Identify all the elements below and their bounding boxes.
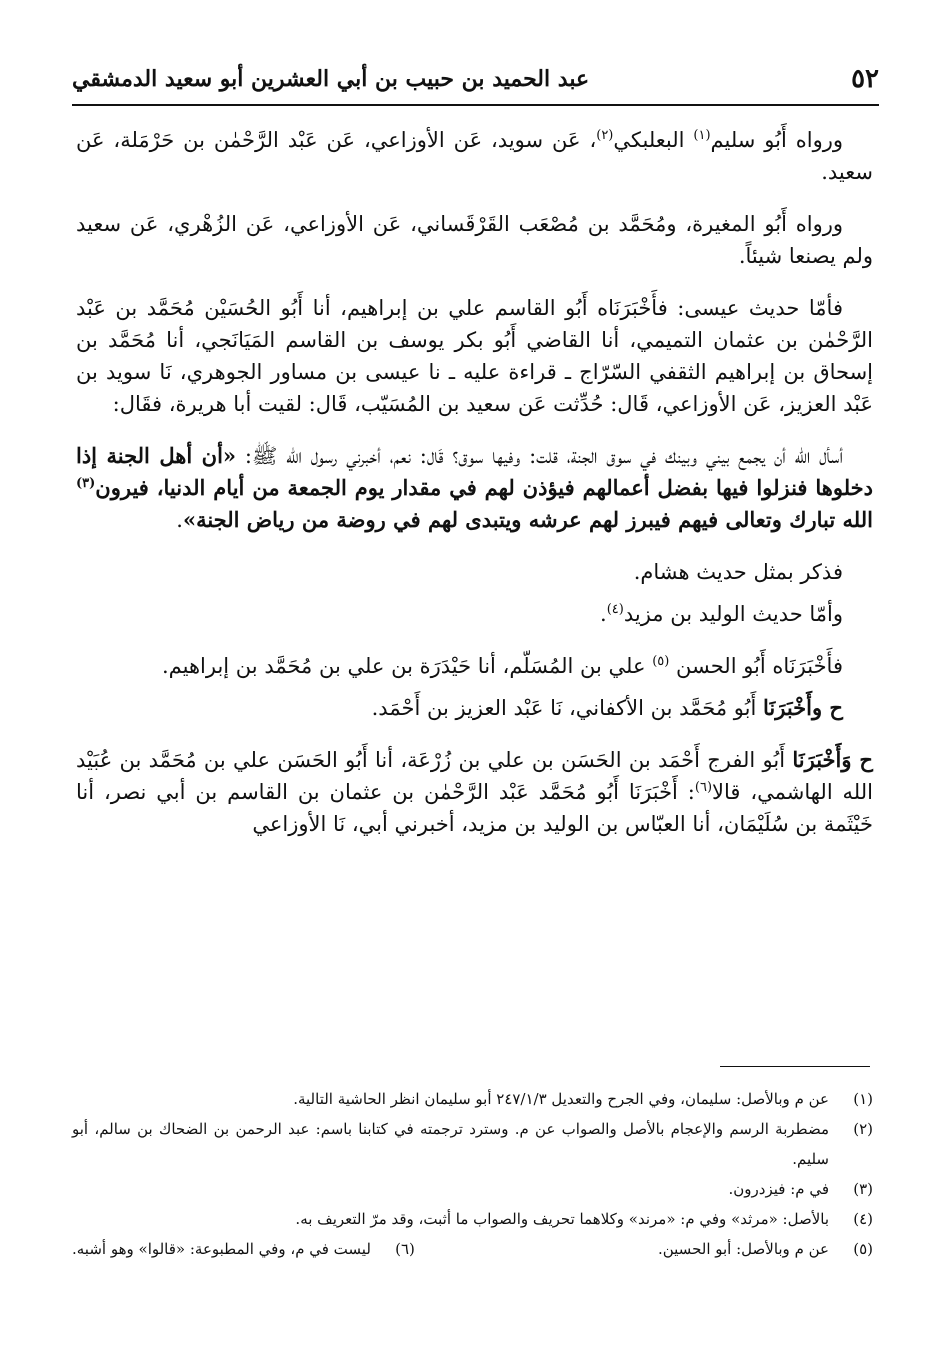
- footnote-ref-5: (٥): [652, 654, 670, 669]
- footnote-number: (٢): [853, 1120, 873, 1138]
- running-header: [72, 60, 879, 96]
- paragraph-3: فأمّا حديث عيسى: فأَخْبَرَنَاه أَبُو القاسم علي بن إبراهيم، أنا أَبُو الحُسَيْن مُحَمَّد بن عَبْد الرَّحْمٰن بن عثمان التميمي، أنا القاضي أَبُو بكر يوسف بن القاسم المَيَانَجي، أنا مُحَمَّد بن إسحاق بن إبراهيم الثقفي السّرّاج ـ قراءة عليه ـ نا عيسى بن مساور الجوهري، نَا سويد بن عَبْد العزيز، عَن الأوزاعي، قَال: حُدِّثت عَن سعيد بن المُسَيّب، قَال: لقيت أبا هريرة، فقَال:: [76, 296, 873, 416]
- text-run: «أن أهل الجنة إذا دخلوها فنزلوا فيها بفضل أعمالهم فيؤذن لهم في مقدار يوم الجمعة من أيام الدنيا، فيرون: [76, 443, 873, 500]
- text-run: .: [600, 602, 607, 626]
- paragraph-9: [76, 744, 873, 840]
- paragraph-1: [76, 124, 873, 188]
- text-run: أسأل الله أن يجمع بيني وبينك في سوق الجنة، قلت: وفيها سوق؟ قَال: نعم، أخبرني رسول الله ﷺ:: [236, 444, 843, 468]
- text-run: وأمّا حديث الوليد بن مزيد: [623, 602, 843, 626]
- footnote-ref-6: (٦): [694, 780, 713, 795]
- footnote-ref-2: (٢): [596, 128, 614, 143]
- footnote-text: في م: فيزدرون.: [728, 1180, 829, 1198]
- footnote-number: (٤): [853, 1210, 873, 1228]
- text-run: وأَخْبَرَنَا: [763, 695, 823, 720]
- text-run: أَبُو الفرج أَحْمَد بن الحَسَن بن علي بن زُرْعَة، أنا أَبُو الحَسَن علي بن مُحَمَّد بن عُبَيْد الله الهاشمي، قالا: [76, 748, 873, 804]
- header-divider: [72, 104, 879, 106]
- footnote-ref-3: (٣): [76, 476, 96, 491]
- text-run: ورواه أَبُو سليم: [710, 128, 844, 152]
- footnote: [658, 1234, 873, 1264]
- footnote: [72, 1174, 873, 1204]
- text-run: ح: [851, 747, 873, 772]
- paragraph-6: [76, 598, 873, 630]
- footnote-number: (١): [853, 1090, 873, 1108]
- text-run: ، عَن سويد، عَن الأوزاعي، عَن عَبْد الرَّحْمٰن بن حَرْمَلة، عَن سعيد.: [76, 128, 873, 184]
- page-number: ٥٢: [851, 64, 879, 94]
- paragraph-7: [76, 650, 873, 682]
- text-run: ح: [822, 695, 843, 720]
- footnotes: [72, 1084, 873, 1264]
- footnote-text: مضطربة الرسم والإعجام بالأصل والصواب عن م. وسترد ترجمته في كتابنا باسم: عبد الرحمن بن الضحاك بن سالم، أبو سليم.: [72, 1120, 829, 1168]
- footnote-text: ليست في م، وفي المطبوعة: «قالوا» وهو أشبه.: [72, 1240, 371, 1258]
- footnote-number: (٣): [853, 1180, 873, 1198]
- footnote-number: (٦): [395, 1240, 415, 1258]
- paragraph-4: [76, 440, 873, 536]
- footnote: [72, 1114, 873, 1174]
- footnote-ref-1: (١): [693, 128, 711, 143]
- text-run: أَبُو مُحَمَّد بن الأكفاني، نَا عَبْد العزيز بن أَحْمَد.: [371, 696, 763, 720]
- text-run: الله تبارك وتعالى فيهم فيبرز لهم عرشه ويتبدى لهم في روضة من رياض الجنة»: [182, 507, 873, 532]
- paragraph-8: [76, 692, 873, 724]
- text-run: علي بن المُسَلّم، أنا حَيْدَرَة بن علي بن مُحَمَّد بن إبراهيم.: [161, 654, 653, 678]
- text-run: .: [176, 508, 183, 532]
- footnote-row: [72, 1234, 873, 1264]
- text-run: فأَخْبَرَنَاه أَبُو الحسن: [669, 654, 843, 678]
- footnote-number: (٥): [853, 1240, 873, 1258]
- header-title: عبد الحميد بن حبيب بن أبي العشرين أبو سعيد الدمشقي: [72, 66, 590, 92]
- footnote: [72, 1234, 415, 1264]
- main-text: [76, 124, 873, 860]
- footnote: [72, 1204, 873, 1234]
- text-run: وَأَخْبَرَنَا: [792, 747, 852, 772]
- text-run: : أَخْبَرَنَا أَبُو مُحَمَّد عَبْد الرَّحْمٰن بن عثمان بن القاسم بن أبي نصر، أنا خَيْثَمة بن سُلَيْمَان، أنا العبّاس بن الوليد بن مزيد، أخبرني أبي، نَا الأوزاعي: [76, 780, 873, 836]
- paragraph-2: ورواه أَبُو المغيرة، ومُحَمَّد بن مُصْعَب القَرْقَساني، عَن الأوزاعي، عَن الزُهْري، عَن سعيد ولم يصنعا شيئاً.: [76, 212, 873, 268]
- footnote-ref-4: (٤): [606, 602, 624, 617]
- footnote-divider: [720, 1066, 870, 1067]
- paragraph-5: فذكر بمثل حديث هشام.: [633, 560, 843, 584]
- footnote-text: بالأصل: «مرثد» وفي م: «مرند» وكلاهما تحريف والصواب ما أثبت، وقد مرّ التعريف به.: [295, 1210, 829, 1228]
- footnote: [72, 1084, 873, 1114]
- footnote-text: عن م وبالأصل: أبو الحسين.: [657, 1240, 829, 1258]
- text-run: البعلبكي: [613, 128, 694, 152]
- footnote-text: عن م وبالأصل: سليمان، وفي الجرح والتعديل ٢٤٧/١/٣ أبو سليمان انظر الحاشية التالية.: [293, 1090, 829, 1108]
